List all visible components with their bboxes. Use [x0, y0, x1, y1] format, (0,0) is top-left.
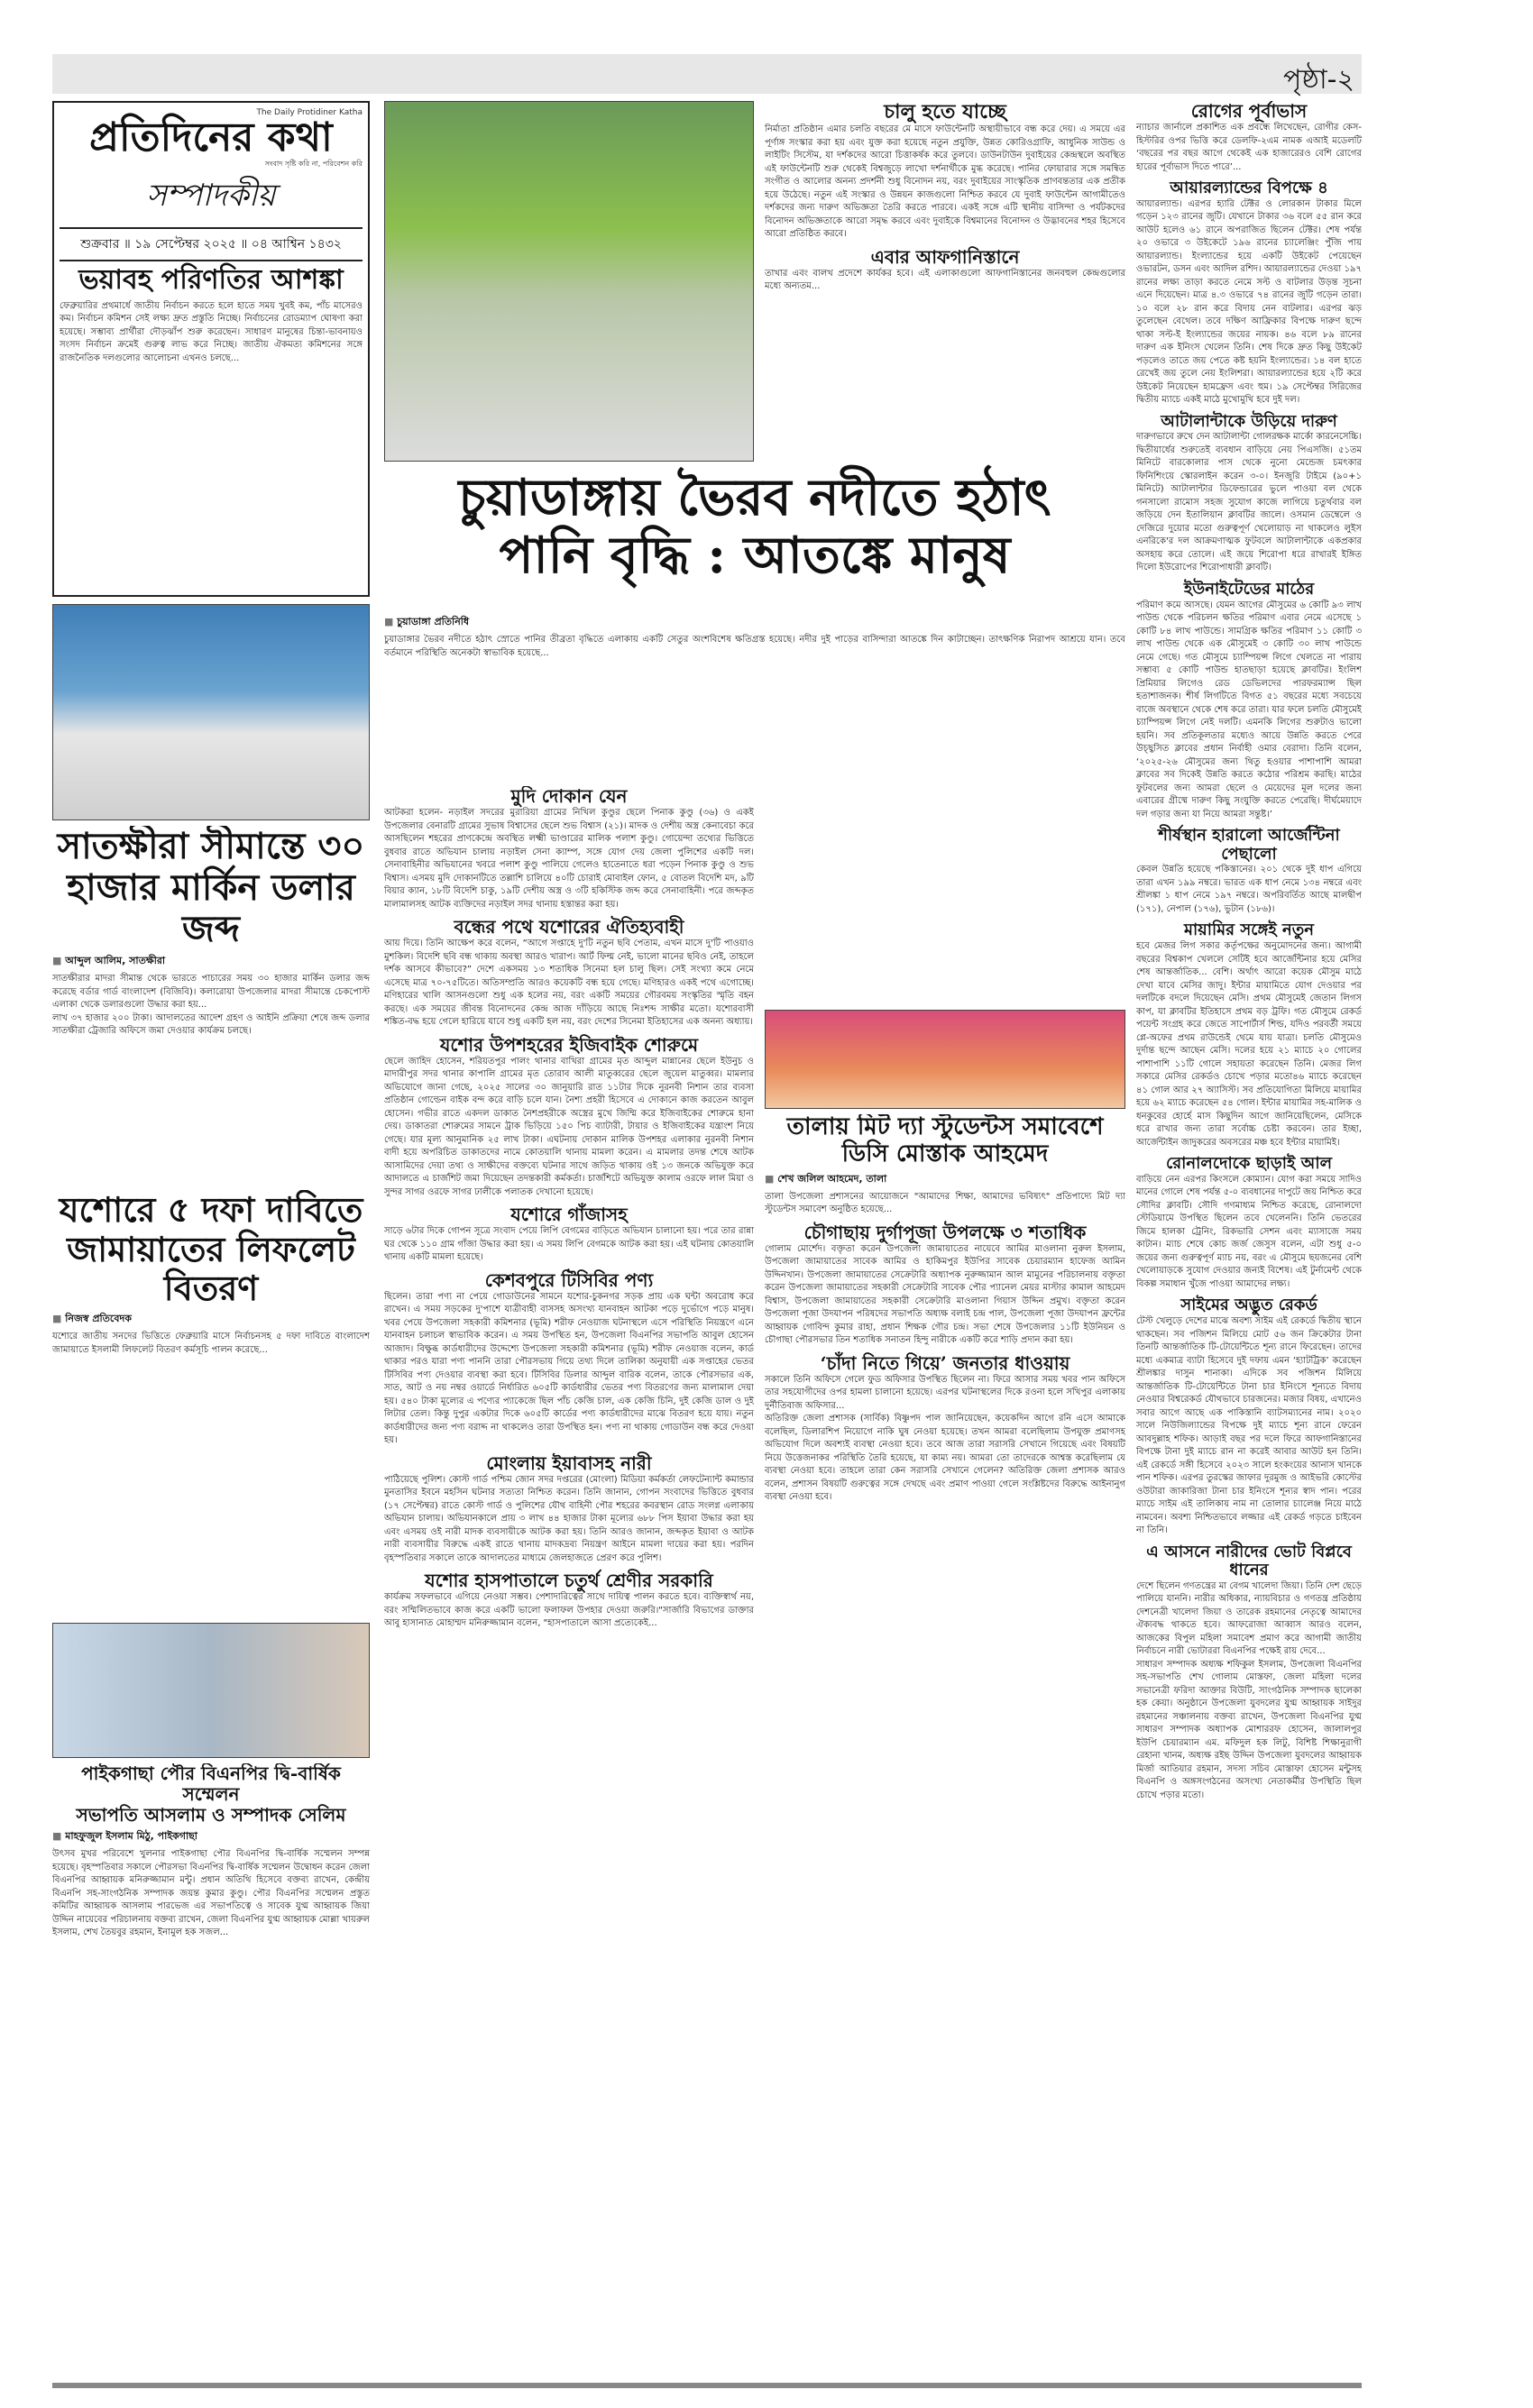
tcb-body: ছিলেন। তারা পণ্য না পেয়ে গোডাউনের সামনে যশোর-চুকনগর সড়ক প্রায় এক ঘন্টা অবরোধ করে রাখেন। এ সময় সড়কের দু'পাশে যাত্রীবাহী বাসসহ অসংখ্য যানবাহন আটকা পড়ে দুর্ভোগে পড়ে মানুষ। খবর পেয়ে উপজেলা সহকারী কমিশনার (ভূমি) শরীফ নেওয়াজ ঘটনাস্থলে এসে পরিস্থিতি নিয়ন্ত্রণে এনে যানবাহন চলাচল স্বাভাবিক করেন। এ সময় উপস্থিত হন, উপজেলা বিএনপির সভাপতি আবুল হোসেন আজাদ। বিক্ষুব্ধ কার্ডধারীদের উদ্দেশ্যে উপজেলা সহকারী কমিশনার (ভূমি) শরীফ নেওয়াজ বলেন, কার্ড থাকার পরও যারা পণ্য পাননি তারা পৌরসভায় গিয়ে তথ্য দিলে তালিকা অনুযায়ী এক সপ্তাহের ভেতর টিসিবির পণ্য দেওয়ার ব্যবস্থা করা হবে। টিসিবির ডিলার আব্দুল বারিক বলেন, তাকে পৌরসভার এক, সাত, আট ও নয় নম্বর ওয়ার্ডে নির্ধারিত ৬০৫টি কার্ডধারীর ভেতর পণ্য বিতরণের জন্য মালামাল দেয়া হয়। ৫৪০ টাকা মূল্যের এ পণ্যের প্যাকেজে ছিল পাঁচ কেজি চাল, এক কেজি চিনি, দুই কেজি ডাল ও দুই লিটার তেল। কিন্তু দুপুর একটার দিকে ৬০৫টি কার্ডের পণ্য কার্ডধারীদের মাঝে বিতরণ হয়ে যায়। নতুন কার্ডধারীদের জন্য পণ্য বরাদ্দ না থাকলেও তারা উপস্থিত হন। পণ্য না থাকায় গোডাউন বন্ধ করে দেওয়া হয়।: [384, 1291, 754, 1445]
ganja-body: সাড়ে ৬টার দিকে গোপন সূত্রে সংবাদ পেয়ে লিপি বেগমের বাড়িতে অভিযান চালানো হয়। পরে তার রান্না ঘর থেকে ১১০ গ্রাম গাঁজা উদ্ধার করা হয়। এ সময় লিপি বেগমকে আটক করা হয়। এই ঘটনায় কোতয়ালি থানায় একটি মামলা হয়েছে।: [384, 1226, 754, 1262]
paikgachha-headline-line1: পাইকগাছা পৌর বিএনপির দ্বি-বার্ষিক সম্মেলন: [81, 1763, 341, 1805]
column-3-top-stories: [765, 101, 1125, 1075]
afghanistan-body: তাখার এবং বালখ প্রদেশে কার্যকর হবে। এই এলাকাগুলো আফগানিস্তানের জনবহুল কেন্দ্রগুলোর মধ্যে অন্যতম...: [765, 268, 1125, 292]
date-line: শুক্রবার ॥ ১৯ সেপ্টেম্বর ২০২৫ ॥ ০৪ আশ্বিন ১৪৩২: [60, 227, 363, 261]
satkhira-body: সাতক্ষীরার মাদরা সীমান্ত থেকে ভারতে পাচারের সময় ৩০ হাজার মার্কিন ডলার জব্দ করেছে বর্ডার গার্ড বাংলাদেশ (বিজিবি)। কলারোয়া উপজেলার মাদরা সীমান্তে চেকপোস্ট এলাকা থেকে ডলারগুলো উদ্ধার করা হয়...: [52, 974, 370, 1010]
miami-headline: মায়ামির সঙ্গেই নতুন: [1183, 920, 1315, 940]
section-title: সম্পাদকীয়: [146, 178, 276, 215]
ebike-body: ছেলে জাহিদ হোসেন, শরিয়তপুর পালং থানার বাখিরা গ্রামের মৃত আব্দুল মান্নানের ছেলে ইউনুচ ও মাদারীপুর সদর থানার কাপালি গ্রামের মৃত তোরাব আলী মাতুব্বরের ছেলে জুয়েল মাতুব্বর। মামলার অভিযোগে জানা গেছে, ২০২৫ সালের ৩০ জানুয়ারি রাত ১১টার দিকে নুরনবী নিশান তার ব্যবসা প্রতিষ্ঠান গোল্ডেন বাইক বন্দ করে বাড়ি চলে যান। নৈশ্য প্রহরী হিসেবে এ দোকানে কাজ করতেন আবুল হোসেন। গভীর রাতে একদল ডাকাত নৈশপ্রহরীকে অস্ত্রের মুখে জিম্মি করে ইজিবাইকের শোরুমে হানা দেয়। ডাকাতরা শোরুমের সামনে ট্রাক ভিড়িয়ে ১৫০ পিচ ব্যাটারী, টায়ার ও ইজিবাইকের যন্ত্রাংশ নিয়ে গেছে। যার মূল্য আনুমানিক ২৫ লাখ টাকা। এঘটনায় দোকান মালিক উপশহর এলাকার নুরনবী নিশান বাদী হয়ে অপরিচিত ডাকাতদের নামে কোতয়ালি থানায় মামলা করেন। এ মামলার তদন্ত শেষে আটক আসামিদের দেয়া তথ্য ও সাক্ষীদের বক্তব্যে ঘটনার সাথে জড়িত থাকায় ওই ১৩ জনকে অভিযুক্ত করে আদালতে এ চার্জশিট জমা দিয়েছেন তদন্তকারী কর্মকর্তা। চার্জশিটে অভিযুক্ত কালাম ওরফে লাল মিয়া ও সুন্দর সাগর ওরফে সাগর ঢালীকে পলাতক দেখানো হয়েছে।: [384, 1056, 754, 1197]
chanda-headline: ‘চাঁদা নিতে গিয়ে’ জনতার ধাওয়ায়: [820, 1351, 1070, 1374]
mudi-headline: মুদি দোকান যেন: [510, 786, 628, 807]
argentina-headline: শীর্ষস্থান হারালো আর্জেন্টিনা পেছালো: [1158, 826, 1340, 864]
leaflet-headline-line2: জামায়াতের লিফলেট বিতরণ: [67, 1228, 355, 1309]
editorial-box: [52, 101, 370, 597]
lead-body: চুয়াডাঙ্গার ভৈরব নদীতে হঠাৎ স্রোতে পানির তীব্রতা বৃদ্ধিতে এলাকায় একটি সেতুর অংশবিশেষ ক্ষতিগ্রস্ত হয়েছে। নদীর দুই পাড়ের বাসিন্দারা আতঙ্কে দিন কাটাচ্ছেন। তাৎক্ষণিক নিরাপদ আশ্রয়ে যান। তবে বর্তমানে পরিস্থিতি অনেকটা স্বাভাবিক হয়েছে...: [384, 635, 1125, 658]
paikgachha-headline-line2: সভাপতি আসলাম ও সম্পাদক সেলিম: [76, 1804, 346, 1826]
mudi-body: আটকরা হলেন- নড়াইল সদরের মুরারিয়া গ্রামের নিখিল কুণ্ডুর ছেলে পিনাক কুণ্ডু (৩৬) ও একই উপজেলার বেনারটি গ্রামের সুভাষ বিশ্বাসের ছেলে শুভ বিশ্বাস (২১)। মাদক ও দেশীয় অস্ত্র কেনাবেচা করে আসছিলেন শহরের প্রাণকেন্দ্রে অবস্থিত লক্ষ্মী ভাণ্ডারের মালিক পলাশ কুণ্ডু। গোয়েন্দা তথ্যের ভিত্তিতে বুধবার রাতে অভিযান চালায় নড়াইল সেনা ক্যাম্প, সঙ্গে যোগ দেয় জেলা পুলিশের একটি দল। সেনাবাহিনীর অভিযানের খবরে পলাশ কুণ্ডু পালিয়ে গেলেও হাতেনাতে ধরা পড়েন পিনাক কুণ্ডু ও শুভ বিশ্বাস। এসময় মুদি দোকানটিতে তল্লাশি চালিয়ে ৪০টি চোরাই মোবাইল ফোন, ৫ বোতল বিদেশি মদ, ৯টি বিয়ার ক্যান, ১৮টি বিদেশি চাকু, ১৯টি দেশীয় অস্ত্র ও ৩টি হকিস্টিক জব্দ করে সেনাবাহিনী। পরে জব্দকৃত মালামালসহ আটক ব্যক্তিদের নড়াইল সদর থানায় হস্তান্তর করা হয়।: [384, 808, 754, 910]
editorial-headline: ভয়াবহ পরিণতির আশঙ্কা: [78, 264, 344, 297]
mongla-headline: মোংলায় ইয়াবাসহ নারী: [486, 1451, 652, 1474]
satkhira-headline-line1: সাতক্ষীরা সীমান্তে ৩০: [57, 826, 365, 867]
united-body: পরিমাণ কমে আসছে। যেমন আগের মৌসুমের ৬ কোটি ৯৩ লাখ পাউন্ড থেকে পরিচলন ক্ষতির পরিমাণ এবার নেমে এসেছে ১ কোটি ৮৪ লাখ পাউন্ডে। সামগ্রিক ক্ষতির পরিমাণ ১১ কোটি ৩ লাখ পাউন্ড থেকে এক মৌসুমেই ৩ কোটি ৩০ লাখ পাউন্ডে নেমে গেছে। গত মৌসুমে চ্যাম্পিয়ন্স লিগে খেলতে না পারায় সম্ভাব্য ৫ কোটি পাউন্ড হাতছাড়া হয়েছে ক্লাবটির। ইংলিশ প্রিমিয়ার লিগেও রেড ডেভিলদের পারফরম্যান্স ছিল হতাশাজনক। শীর্ষ লিগটিতে বিগত ৫১ বছরের মধ্যে সবচেয়ে বাজে অবস্থানে থেকে শেষ করে তারা। যার ফলে চলতি মৌসুমেই চ্যাম্পিয়ন্স লিগে নেই দলটি। এমনকি লিগের শুরুটাও ভালো হয়নি। সব প্রতিকূলতার মধ্যেও আয়ে উন্নতি করতে পেরে উচ্ছ্বসিত ক্লাবের প্রধান নির্বাহী ওমার বেরাদা। তিনি বলেন, ‘২০২৫-২৬ মৌসুমের জন্য থিতু হওয়ার পাশাপাশি আমরা ক্লাবের সব দিকেই উন্নতি করতে কঠোর পরিশ্রম করছি। মাঠের ফুটবলের জন্য আমরা ছেলে ও মেয়েদের মূল দলের জন্য এবারের গ্রীষ্মে দারুণ কিছু সংযুক্তি করতে পেরেছি। দীর্ঘমেয়াদে দল গড়ার জন্য যা নিয়ে আমরা সন্তুষ্ট।’: [1136, 600, 1362, 819]
cinema-headline: বন্ধের পথে যশোরের ঐতিহ্যবাহী: [454, 916, 684, 938]
ebike-headline: যশোর উপশহরের ইজিবাইক শোরুমে: [439, 1033, 699, 1056]
paikgachha-leaders-photo: [52, 1623, 370, 1758]
mongla-body: পাঠিয়েছে পুলিশ। কোস্ট গার্ড পশ্চিম জোন সদর দপ্তরের (মোংলা) মিডিয়া কর্মকর্তা লেফটেন্যান্ট কমান্ডার মুনতাসির ইবনে মহসিন ঘটনার সত্যতা নিশ্চিত করেন। তিনি জানান, গোপন সংবাদের ভিত্তিতে বুধবার (১৭ সেপ্টেম্বর) রাতে কোস্ট গার্ড ও পুলিশের যৌথ বাহিনী পৌর শহরের কবরস্থান রোড সংলগ্ন এলাকায় অভিযান চালায়। অভিযানকালে প্রায় ৩ লাখ ৪৪ হাজার টাকা মূল্যের ৬৮৮ পিস ইয়াবা উদ্ধার করা হয় এবং এসময় ওই নারী মাদক ব্যবসায়ীকে আটক করা হয়। তিনি আরও জানান, জব্দকৃত ইয়াবা ও আটক নারী ব্যবসায়ীর বিরুদ্ধে একই রাতে থানায় মাদকদ্রব্য নিয়ন্ত্রণ আইনে মামলা দায়ের করা হয়। পরদিন বৃহস্পতিবার সকালে তাকে আদালতের মাধ্যমে জেলহাজতে প্রেরণ করে পুলিশ।: [384, 1474, 754, 1563]
satkhira-headline-line2: হাজার মার্কিন ডলার জব্দ: [67, 866, 355, 950]
leaflet-byline: ■ নিজস্ব প্রতিবেদক: [52, 1311, 370, 1328]
leaflet-headline-line1: যশোরে ৫ দফা দাবিতে: [59, 1190, 363, 1230]
ronaldo-headline: রোনালদোকে ছাড়াই আল: [1165, 1154, 1333, 1174]
ronaldo-body: বাড়িয়ে নেন এরপর কিংসলে কোম্যান। যোগ করা সময়ে সাদিও মানের গোলে শেষ পর্যন্ত ৫-০ ব্যবধানের দাপুটে জয় নিশ্চিত করে সৌদির ক্লাবটি। সৌদি গণমাধ্যম নিশ্চিত করেছে, রোনালদো স্টেডিয়ামে উপস্থিত ছিলেন তবে খেলেননি। তিনি ভেতরের জিমে হালকা ট্রেনিং, রিকভারি সেশন এবং ম্যাসাজে সময় কাটান। ম্যাচ শেষে কোচ জর্জ জেসুস বলেন, এটা শুধু ৫-০ জয়ের জন্য গুরুত্বপূর্ণ ম্যাচ নয়, বরং এ মৌসুমে ছয়জনের বেশি খেলোয়াড়কে সুযোগ দেওয়ার জন্যই বিশেষ। এই টুর্নামেন্ট থেকে বিকল্প সমাধান খুঁজে পাওয়া আমাদের লক্ষ্য।: [1136, 1174, 1362, 1289]
disease-body: ন্যাচার জার্নালে প্রকাশিত এক প্রবন্ধে লিখেছেন, রোগীর কেস-হিস্টরির ওপর ভিত্তি করে ডেলফি-২এম নামক এআই মডেলটি ‘বছরের পর বছর আগে থেকেই এক হাজারেরও বেশি রোগের হারের পূর্বাভাস দিতে পারে’...: [1136, 123, 1362, 172]
jessore-leaflet-story: [52, 1190, 370, 1533]
dubai-body: নির্মাতা প্রতিষ্ঠান এমার চলতি বছরের মে মাসে ফাউন্টেনটি অস্থায়ীভাবে বন্ধ করে দেয়। এ সময়ে এর পূর্ণাঙ্গ সংস্কার করা হয় এবং যুক্ত করা হয়েছে নতুন প্রযুক্তি, উন্নত কোরিওগ্রাফি, আধুনিক সাউন্ড ও লাইটিং সিস্টেম, যা দর্শকদের আরো চিত্তাকর্ষক করে তুলবে। ডাউনটাউন দুবাইয়ের কেন্দ্রস্থলে অবস্থিত এই ফাউন্টেনটি শুরু থেকেই বিশ্বজুড়ে লাখো দর্শনার্থীকে মুগ্ধ করেছে। পানির ফোয়ারার সঙ্গে সমন্বিত সংগীত ও আলোর অনন্য প্রদর্শনী শুধু বিনোদন নয়, বরং দুবাইয়ের সাংস্কৃতিক প্রাণবন্ততার এক প্রতীক হয়ে উঠেছে। নতুন এই সংস্কার ও উন্নয়ন কাজগুলো নিশ্চিত করবে যে দুবাই ফাউন্টেন আগামীতেও দর্শকদের জন্য দারুণ অভিজ্ঞতা তৈরি করতে পারবে। একই সঙ্গে এটি স্থানীয় বাসিন্দা ও পর্যটকদের বিনোদন অভিজ্ঞতাকে আরো সমৃদ্ধ করবে এবং দুবাইকে বিশ্বমানের বিনোদন ও উদ্ভাবনের শহর হিসেবে আরো প্রতিষ্ঠিত করবে।: [765, 124, 1125, 240]
women-vote-tail: সাধারণ সম্পাদক অধ্যক্ষ শফিকুল ইসলাম, উপজেলা বিএনপির সহ-সভাপতি শেখ গোলাম মোস্তফা, জেলা মহিলা দলের সভানেত্রী ফরিদা আক্তার বিউটি, সাংগঠনিক সম্পাদক ছালেকা হক কেয়া। অনুষ্ঠানে উপজেলা যুবদলের যুগ্ম আহ্বায়ক সাইদুর রহমানের সঞ্চালনায় বক্তব্য রাখেন, উপজেলা বিএনপির যুগ্ম সাধারণ সম্পাদক অধ্যাপক মোশাররফ হোসেন, জালালপুর ইউপি চেয়ারম্যান এম. মফিদুল হক লিটু, বিশিষ্ট শিক্ষানুরাগী রেহানা খানম, অধ্যক্ষ রইছ উদ্দিন উপজেলা যুবদলের আহ্বায়ক মির্জা আতিয়ার রহমান, সদস্য সচিব মোস্তাফা হোসেন মন্টুসহ বিএনপি ও অঙ্গসংগঠনের অসংখ্য নেতাকর্মীর উপস্থিতি ছিল চোখে পড়ার মতো।: [1136, 1659, 1362, 1800]
dollar-seizure-photo: [52, 604, 370, 820]
river-flood-photo: [384, 101, 754, 462]
dubai-headline: চালু হতে যাচ্ছে: [884, 101, 1006, 124]
masthead-tagline: সংবাদ সৃষ্টি করি না, পরিবেশন করি: [264, 160, 363, 169]
lead-headline-line1: চুয়াডাঙ্গায় ভৈরব নদীতে হঠাৎ: [458, 468, 1051, 527]
puja-headline: চৌগাছায় দুর্গাপূজা উপলক্ষে ৩ শতাধিক: [803, 1221, 1087, 1243]
puja-body: গোলাম মোর্শেদ। বক্তৃতা করেন উপজেলা জামায়াতের নায়েবে আমির মাওলানা নুরুল ইসলাম, উপজেলা জামায়াতের সাবেক আমির ও হাকিমপুর ইউপির সাবেক চেয়ারম্যান হাফেজ আমিন উদ্দিনখান। উপজেলা জামায়াতের সেক্রেটারি অধ্যাপক নুরুজ্জামান আল মামুনের পরিচালনায় বক্তৃতা করেন উপজেলা জামায়াতের সহকারী সেক্রেটারি সাবেক পৌর প্যানেল মেয়র মাস্টার কামাল আহমেদ বিশ্বাস, উপজেলা জামায়াতের সহকারী সেক্রেটারি মাওলানা গিয়াস উদ্দিন প্রমুখ। বক্তৃতা করেন উপজেলা পূজা উদযাপন পরিষদের সভাপতি অধ্যক্ষ বলাই চন্দ্র পাল, উপজেলা পূজা উদযাপন ফ্রন্টের আহ্বায়ক গোবিন্দ কুমার রাহা, প্রধান শিক্ষক গৌর চন্দ্র। সভা শেষে উপজেলার ১১টি ইউনিয়ন ও চৌগাছা পৌরসভার তিন শতাধিক সনাতন হিন্দু নারীকে একটি করে শাড়ি প্রদান করা হয়।: [765, 1243, 1125, 1346]
ganja-headline: যশোরে গাঁজাসহ: [510, 1204, 628, 1225]
leaflet-body: যশোরে জাতীয় সনদের ভিত্তিতে ফেব্রুয়ারি মাসে নির্বাচনসহ ৫ দফা দাবিতে বাংলাদেশ জামায়াতে ইসলামী লিফলেট বিতরণ কর্মসূচি পালন করেছে...: [52, 1332, 370, 1355]
paikgachha-story: [52, 1763, 370, 2394]
satkhira-story: [52, 826, 370, 1186]
ireland-body: আয়ারল্যান্ড। এরপর হ্যারি টেক্টর ও লোরকান টাকার মিলে গড়েন ১২৩ রানের জুটি। যেখানে টাকার ৩৬ বলে ৫৫ রান করে আউট হলেও ৬১ রানে অপরাজিত ছিলেন টেক্টর। শেষ পর্যন্ত ২০ ওভারে ৩ উইকেটে ১৯৬ রানের চ্যালেঞ্জিং পুঁজি পায় আয়ারল্যান্ড। ইংল্যান্ডের হয়ে একটি উইকেট পেয়েছেন ওভারটন, ডসন এবং আদিল রশিদ। আয়ারল্যান্ডের দেওয়া ১৯৭ রানের লক্ষ্য তাড়া করতে নেমে সল্ট ও বাটলার উড়ন্ত সূচনা এনে দিয়েছেন। মাত্র ৪.৩ ওভারে ৭৪ রানের জুটি গড়েন তারা। ১০ বলে ২৮ রান করে বিদায় নেন বাটলার। এরপর ঝড় তুলেছেন বেথেল। তবে দক্ষিণ আফ্রিকার বিপক্ষে দারুণ ছন্দে থাকা সল্ট-ই ইংল্যান্ডের জয়ের নায়ক। ৪৬ বলে ৮৯ রানের দারুণ এক ইনিংস খেলেন তিনি। শেষ দিকে দ্রুত কিছু উইকেট পড়লেও তাতে জয় পেতে কষ্ট হয়নি ইংল্যান্ডের। ১৪ বল হাতে রেখেই জয় তুলে নেয় ইংলিশরা। আয়ারল্যান্ডের হয়ে ২টি করে উইকেট নিয়েছেন হামফ্রেস এবং হুম। ১৯ সেপ্টেম্বর সিরিজের দ্বিতীয় ম্যাচে একই মাঠে মুখোমুখি হবে দুই দল।: [1136, 198, 1362, 406]
saim-headline: সাইমের অদ্ভুত রেকর্ড: [1180, 1296, 1317, 1315]
page-header-bar: [52, 54, 1362, 94]
tala-body: তালা উপজেলা প্রশাসনের আয়োজনে "আমাদের শিক্ষা, আমাদের ভবিষ্যৎ" প্রতিপাদ্যে মিট দ্যা স্টুডেন্টস সমাবেশ অনুষ্ঠিত হয়েছে...: [765, 1191, 1125, 1215]
chanda-body: সকালে তিনি অফিসে গেলে ফুড অফিসার উপস্থিত ছিলেন না। ফিরে আসার সময় খবর পান অফিসে তার সহযোগীদের ওপর হামলা চালানো হয়েছে। এরপর ঘটনাস্থলের দিকে রওনা হলে সখিপুর এলাকায় দুর্নীতিবাজ অফিসার...: [765, 1374, 1125, 1411]
editorial-body: ফেব্রুয়ারির প্রথমার্ধে জাতীয় নির্বাচন করতে হলে হাতে সময় খুবই কম, পাঁচ মাসেরও কম। নির্বাচন কমিশন সেই লক্ষ্য দ্রুত প্রস্তুতি নিচ্ছে। নির্বাচনের রোডম্যাপ ঘোষণা করা হয়েছে। সম্ভাব্য প্রার্থীরা দৌড়ঝাঁপ শুরু করেছেন। সাধারণ মানুষের চিন্তা-ভাবনায়ও সংসদ নির্বাচন ক্রমেই গুরুত্ব লাভ করে নিচ্ছে। জাতীয় ঐকমত্য কমিশনের সঙ্গে রাজনৈতিক দলগুলোর আলোচনা এখনও চলছে...: [60, 300, 363, 363]
hospital-headline: যশোর হাসপাতালে চতুর্থ শ্রেণীর সরকারি: [425, 1570, 713, 1591]
page-number: পৃষ্ঠা-২: [1283, 64, 1354, 96]
cinema-body: আয় দিয়ে। তিনি আক্ষেপ করে বলেন, “আগে সপ্তাহে দু'টি নতুন ছবি পেতাম, এখন মাসে দু'টি পাওয়াও মুশকিল। বিদেশি ছবি বন্ধ থাকায় অবস্থা আরও খারাপ। আর্ট ফিল্ম নেই, ভালো মানের ছবিও নেই, তাহলে দর্শক আসবে কীভাবে?” দেশে একসময় ১৩ শতাধিক সিনেমা হল চালু ছিল। সেই সংখ্যা কমে নেমে এসেছে মাত্র ৭০-৭৫টিতে। অতিসম্প্রতি আরও কয়েকটি বন্ধ হয়ে গেছে। মণিহারও একই পথে এগোচ্ছে। মণিহারের খালি আসনগুলো শুধু এক হলের নয়, বরং একটি সময়ের গৌরবময় সংস্কৃতির স্মৃতি বহন করছে। এক সময়ের জীবন্ত বিনোদনের কেন্দ্র আজ দাঁড়িয়ে আছে নিঃশব্দ সাক্ষীর মতো। যশোরবাসী শঙ্কিত-বদ্ধ হয়ে গেলে হারিয়ে যাবে শুধু একটি হল নয়, বরং দেশের সিনেমা ইতিহাসের এক অনন্য অধ্যায়।: [384, 938, 754, 1027]
atalanta-headline: আটালান্টাকে উড়িয়ে দারুণ: [1161, 411, 1337, 431]
column-4-sports: [1136, 101, 1362, 2382]
satkhira-tail: লাখ ৩৭ হাজার ২০০ টাকা। আদালতের আদেশ গ্রহণ ও আইনি প্রক্রিয়া শেষে জব্দ ডলার সাতক্ষীরা ট্রেজারি অফিসে জমা দেওয়ার কার্যক্রম চলছে।: [52, 1012, 370, 1036]
miami-body: হবে মেজর লিগ সকার কর্তৃপক্ষের অনুমোদনের জন্য। আগামী বছরের বিশ্বকাপ খেললে সেটিই হবে আর্জেন্টিনার হয়ে মেসির শেষ আন্তর্জাতিক... বেশি। অর্থাৎ আরো কয়েক মৌসুম মাঠে দেখা যাবে মেসির জাদু। ইন্টার মায়ামিতে যোগ দেওয়ার পর দলটিকে বদলে দিয়েছেন মেসি। প্রথম মৌসুমেই জেতান লিগস কাপ, যা ক্লাবটির ইতিহাসে প্রথম বড় ট্রফি। গত মৌসুমে রেকর্ড পয়েন্ট সংগ্রহ করে জেতে সাপোর্টার্স শিল্ড, যদিও পরবর্তী সময়ে প্লে-অফের প্রথম রাউন্ডেই থেমে যায় যাত্রা। চলতি মৌসুমেও দুর্দান্ত ছন্দে আছেন মেসি। দলের হয়ে ২১ ম্যাচে ২০ গোলের পাশাপাশি ১১টি গোলে সহায়তা করেছেন তিনি। মেজর লিগ সকারে মেসির রেকর্ডও চোখে পড়ার মতো৪৬ ম্যাচে করেছেন ৪১ গোল আর ২৭ অ্যাসিস্ট। সব প্রতিযোগিতা মিলিয়ে মায়ামির হয়ে ৬২ ম্যাচে করেছেন ৫৪ গোল। ইন্টার মায়ামির সহ-মালিক ও ধনকুবের হোর্হে মাস কিছুদিন আগে জানিয়েছিলেন, মেসিকে ধরে রাখার জন্য তারা সর্বোচ্চ চেষ্টা করবেন। তার ইচ্ছা, আর্জেন্টাইন জাদুকরের অবসরের মঞ্চ হবে ইন্টার মায়ামিই।: [1136, 941, 1362, 1148]
tala-event-photo: [765, 1010, 1125, 1109]
column-3-bottom-stories: [765, 1114, 1125, 2385]
newspaper-page: [52, 54, 1362, 2380]
afghanistan-headline: এবার আফগানিস্তানে: [870, 245, 1020, 268]
masthead-logo: প্রতিদিনের কথা: [89, 114, 333, 160]
page-footer-bar: [52, 2383, 1362, 2388]
saim-body: টেস্ট খেলুড়ে দেশের মাঝে অবশ্য সাইম এই রেকর্ডে দ্বিতীয় স্থানে থাকছেন। সব পজিশন মিলিয়ে মোট ৫৬ জন ক্রিকেটার টানা তিনটি আন্তর্জাতিক টি-টোয়েন্টিতে শূন্য রানে ফিরেছেন। তাদের মধ্যে একমাত্র ব্যাটা হিসেবে দুই দফায় এমন ‘হ্যাটট্রিক’ করেছেন শ্রীলঙ্কার দাসুন শানাকা। এদিকে সব পজিশন মিলিয়ে আন্তর্জাতিক টি-টোয়েন্টিতে টানা চার ইনিংসে শূন্যতে বিদায় নেওয়ার বিশ্বরেকর্ড যৌথভাবে চারজনের। মজার বিষয়, এখানেও সবার আগে আছে এক পাকিস্তানি ব্যাটসম্যানের নাম। ২০২০ সালে নিউজিল্যান্ডের বিপক্ষে দুই ম্যাচে শূন্য রানে ফেরেন আবদুল্লাহ শফিক। আড়াই বছর পর দলে ফিরে আফগানিস্তানের বিপক্ষে টানা দুই ম্যাচে রান না করেই আবার আউট হন তিনি। এই রেকর্ডে সঙ্গী হিসেবে ২০২৩ সালে হংকংয়ের আনাস খানকে পান শফিক। এরপর তুরস্কের জাফার দুরমুজ ও আইভরি কোস্টের ওউটারা জাকারিজা টানা চার ইনিংসে শূন্যর স্বাদ পান। পরের ম্যাচে সাইম এই তালিকায় নাম না তোলার চ্যালেঞ্জ নিয়ে মাঠে নামবেন। অবশ্য নিশ্চিতভাবে লজ্জার এই রেকর্ড গড়তে চাইবেন না তিনি।: [1136, 1316, 1362, 1535]
argentina-body: কেবল উন্নতি হয়েছে পকিস্তানের। ২০১ থেকে দুই ধাপ এগিয়ে তারা এখন ১৯৯ নম্বরে। ভারত এক ধাপ নেমে ১৩৪ নম্বরে এবং শ্রীলঙ্কা ১ ধাপ নেমে ১৯৭ নম্বরে। অপরিবর্তিত আছে মালদ্বীপ (১৭১), নেপাল (১৭৬), ভুটান (১৮৬)।: [1136, 865, 1362, 914]
satkhira-byline: ■ আব্দুল আলিম, সাতক্ষীরা: [52, 953, 370, 970]
united-headline: ইউনাইটেডের মাঠের: [1183, 579, 1315, 599]
women-vote-body: দেশে ছিলেন গণতন্ত্রের মা বেগম খালেদা জিয়া। তিনি দেশ ছেড়ে পালিয়ে যাননি। নারীর অধিকার, ন্যায়বিচার ও গণতন্ত্র প্রতিষ্ঠায় দেশনেত্রী খালেদা জিয়া ও তারেক রহমানের নেতৃত্বে আমাদের ঐক্যবদ্ধ থাকতে হবে। আফরোজা আব্বাস আরও বলেন, আজকের বিপুল মহিলা সমাবেশ প্রমাণ করে আগামী জাতীয় নির্বাচনে নারী ভোটাররা বিএনপির পক্ষেই রায় দেবে...: [1136, 1580, 1362, 1657]
paikgachha-body: উৎসব মুখর পরিবেশে খুলনার পাইকগাছা পৌর বিএনপির দ্বি-বার্ষিক সম্মেলন সম্পন্ন হয়েছে। বৃহস্পতিবার সকালে পৌরসভা বিএনপির দ্বি-বার্ষিক সম্মেলন উদ্বোধন করেন জেলা বিএনপির আহ্বায়ক মনিরুজ্জামান মন্টু। প্রধান অতিথি হিসেবে বক্তব্য রাখেন, কেন্দ্রীয় বিএনপি সহ-সাংগঠনিক সম্পাদক জয়ন্ত কুমার কুণ্ডু। পৌর বিএনপির সম্মেলন প্রস্তুত কমিটির আহ্বায়ক আসলাম পারভেজ এর সভাপতিত্বে ও সাবেক যুগ্ম আহ্বায়ক জিয়া উদ্দিন নায়েবের পরিচালনায় বক্তব্য রাখেন, জেলা বিএনপির যুগ্ম আহ্বায়ক মোল্লা খায়রুল ইসলাম, শেখ তৈয়বুর রহমান, ইনামুল হক সজল...: [52, 1849, 370, 1937]
tcb-headline: কেশবপুরে টিসিবির পণ্য: [484, 1268, 654, 1291]
tala-headline-line1: তালায় মিট দ্যা স্টুডেন্টস সমাবেশে: [786, 1114, 1104, 1140]
column-2-stories: [384, 786, 754, 2391]
lead-byline: ■ চুয়াডাঙ্গা প্রতিনিধি: [384, 614, 1125, 631]
hospital-body: কার্যক্রম সফলভাবে এগিয়ে নেওয়া সম্ভব। পেশাদারিত্বের সাথে দায়িত্ব পালন করতে হবে। ব্যক্তিস্বার্থ নয়, বরং সম্মিলিতভাবে কাজ করে একটি ভালো ফলাফল উপহার দেওয়া জরুরি।"সার্জারি বিভাগের ডাক্তার আবু হাসানাত মোহাম্মদ মনিরুজ্জামান বলেন, "হাসপাতালে আসা প্রত্যেকেই...: [384, 1592, 754, 1628]
paikgachha-byline: ■ মাহফুজুল ইসলাম মিঠু, পাইকগাছা: [52, 1828, 370, 1845]
tala-headline-line2: ডিসি মোস্তাক আহমেদ: [841, 1140, 1049, 1167]
masthead-english-name: The Daily Protidiner Katha: [256, 108, 363, 117]
ireland-headline: আয়ারল্যান্ডের বিপক্ষে ৪: [1170, 179, 1328, 197]
women-vote-headline: এ আসনে নারীদের ভোট বিপ্লবে ধানের: [1146, 1542, 1352, 1580]
atalanta-body: দারুণভাবে রুখে দেন আটালান্টা গোলরক্ষক মার্কো কারনেসেচ্চি। দ্বিতীয়ার্ধের শুরুতেই ব্যবধান বাড়িয়ে নেয় পিএসজি। ৫১তম মিনিটে বারকোলার পাস থেকে নুনো মেন্ডেজ চমৎকার ফিনিশিংয়ে স্কোরলাইন করেন ৩-০। ইনজুরি টাইমে (৯০+১ মিনিটে) আটালান্টার ডিফেন্ডারের ভুলে পাওয়া বল থেকে গনসালো রামোস সহজ সুযোগ কাজে লাগিয়ে চতুর্থবার বল জড়িয়ে দেন ইতালিয়ান ক্লাবটির জালে। ওসমান ডেম্বেলে ও দেজিরে দুয়োর মতো গুরুত্বপূর্ণ খেলোয়াড় না থাকলেও লুইস এনরিকে'র দল আক্রমণাত্মক ফুটবলে আটালান্টাকে একপ্রকার অসহায় করে তোলে। এই জয়ে শিরোপা ধরে রাখারই ইঙ্গিত দিলো ইউরোপের শিরোপাধারী ক্লাবটি।: [1136, 432, 1362, 573]
chanda-tail: অতিরিক্ত জেলা প্রশাসক (সার্বিক) বিষ্ণুপদ পাল জানিয়েছেন, কয়েকদিন আগে রনি এসে আমাকে বলেছিল, ডিলারশিপ নিয়োগে নাকি ঘুষ নেওয়া হয়েছে। তখন আমরা বলেছিলাম উপযুক্ত প্রমাণসহ অভিযোগ দিলে অবশ্যই ব্যবস্থা নেওয়া হবে। তবে আজ তারা সরাসরি সেখানে গিয়েছে এবং বিষয়টি নিয়ে উত্তেজনাকর পরিস্থিতি তৈরি হয়েছে, যা কাম্য নয়। আমরা তো তাদেরকে আশ্বস্ত করেছিলাম যে ব্যবস্থা নেওয়া হবে। তাহলে তারা কেন সরাসরি সেখানে গেলেন? অতিরিক্ত জেলা প্রশাসক আরও বলেন, প্রশাসন বিষয়টি গুরুত্বের সঙ্গে দেখছে এবং প্রমাণ পাওয়া গেলে সংশ্লিষ্টদের বিরুদ্ধে আইনানুগ ব্যবস্থা নেওয়া হবে।: [765, 1414, 1125, 1503]
tala-byline: ■ শেখ জলিল আহমেদ, তালা: [765, 1171, 1125, 1188]
lead-headline-line2: পানি বৃদ্ধি : আতঙ্কে মানুষ: [499, 526, 1011, 586]
disease-headline: রোগের পূর্বাভাস: [1190, 101, 1308, 122]
